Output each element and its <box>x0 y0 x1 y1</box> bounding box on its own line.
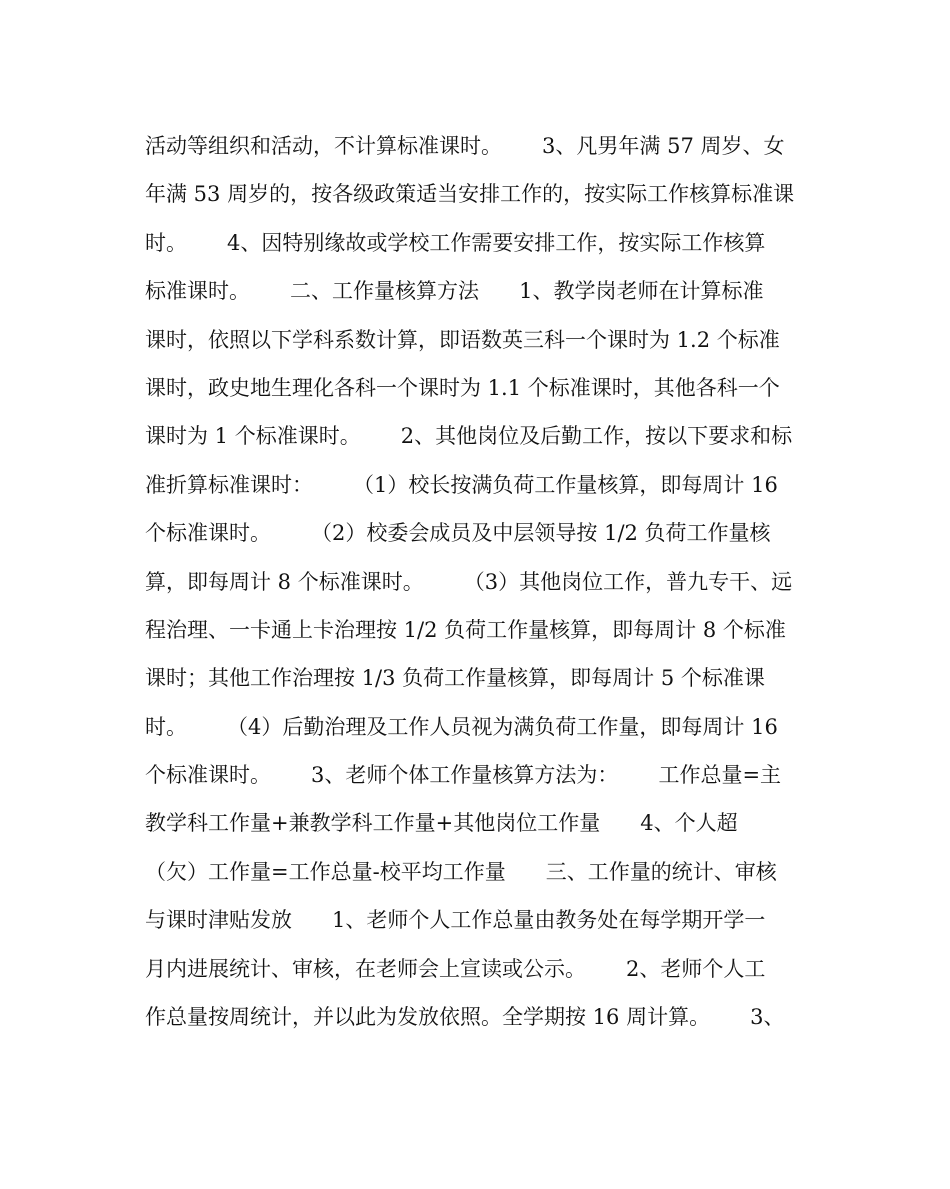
text-line-7: 课时为 1 个标准课时。 2、其他岗位及后勤工作，按以下要求和标 <box>145 424 793 449</box>
text-line-18: 月内进展统计、审核，在老师会上宣读或公示。 2、老师个人工 <box>145 956 766 981</box>
text-line-1: 活动等组织和活动，不计算标准课时。 3、凡男年满 57 周岁、女 <box>145 134 785 158</box>
text-line-19: 作总量按周统计，并以此为发放依照。全学期按 16 周计算。 3、 <box>145 1005 785 1030</box>
text-line-10: 算，即每周计 8 个标准课时。 （3）其他岗位工作，普九专干、远 <box>145 569 793 594</box>
text-line-17: 与课时津贴发放 1、老师个人工作总量由教务处在每学期开学一 <box>145 908 766 933</box>
text-line-4: 标准课时。 二、工作量核算方法 1、教学岗老师在计算标准 <box>145 279 764 304</box>
text-line-8: 准折算标准课时： （1）校长按满负荷工作量核算，即每周计 16 <box>145 472 778 497</box>
body-text <box>145 122 815 1041</box>
text-line-15: 教学科工作量+兼教学科工作量+其他岗位工作量 4、个人超 <box>145 811 738 836</box>
text-line-11: 程治理、一卡通上卡治理按 1/2 负荷工作量核算，即每周计 8 个标准 <box>145 617 786 642</box>
text-line-16: （欠）工作量=工作总量-校平均工作量 三、工作量的统计、审核 <box>145 859 777 884</box>
text-line-9: 个标准课时。 （2）校委会成员及中层领导按 1/2 负荷工作量核 <box>145 521 771 546</box>
text-line-2: 年满 53 周岁的，按各级政策适当安排工作的，按实际工作核算标准课 <box>145 182 795 207</box>
text-line-12: 课时；其他工作治理按 1/3 负荷工作量核算，即每周计 5 个标准课 <box>145 666 765 691</box>
text-line-3: 时。 4、因特别缘故或学校工作需要安排工作，按实际工作核算 <box>145 230 766 255</box>
text-line-6: 课时，政史地生理化各科一个课时为 1.1 个标准课时，其他各科一个 <box>145 375 780 400</box>
text-line-13: 时。 （4）后勤治理及工作人员视为满负荷工作量，即每周计 16 <box>145 714 778 739</box>
text-line-5: 课时，依照以下学科系数计算，即语数英三科一个课时为 1.2 个标准 <box>145 327 780 352</box>
text-line-14: 个标准课时。 3、老师个体工作量核算方法为： 工作总量=主 <box>145 763 782 788</box>
